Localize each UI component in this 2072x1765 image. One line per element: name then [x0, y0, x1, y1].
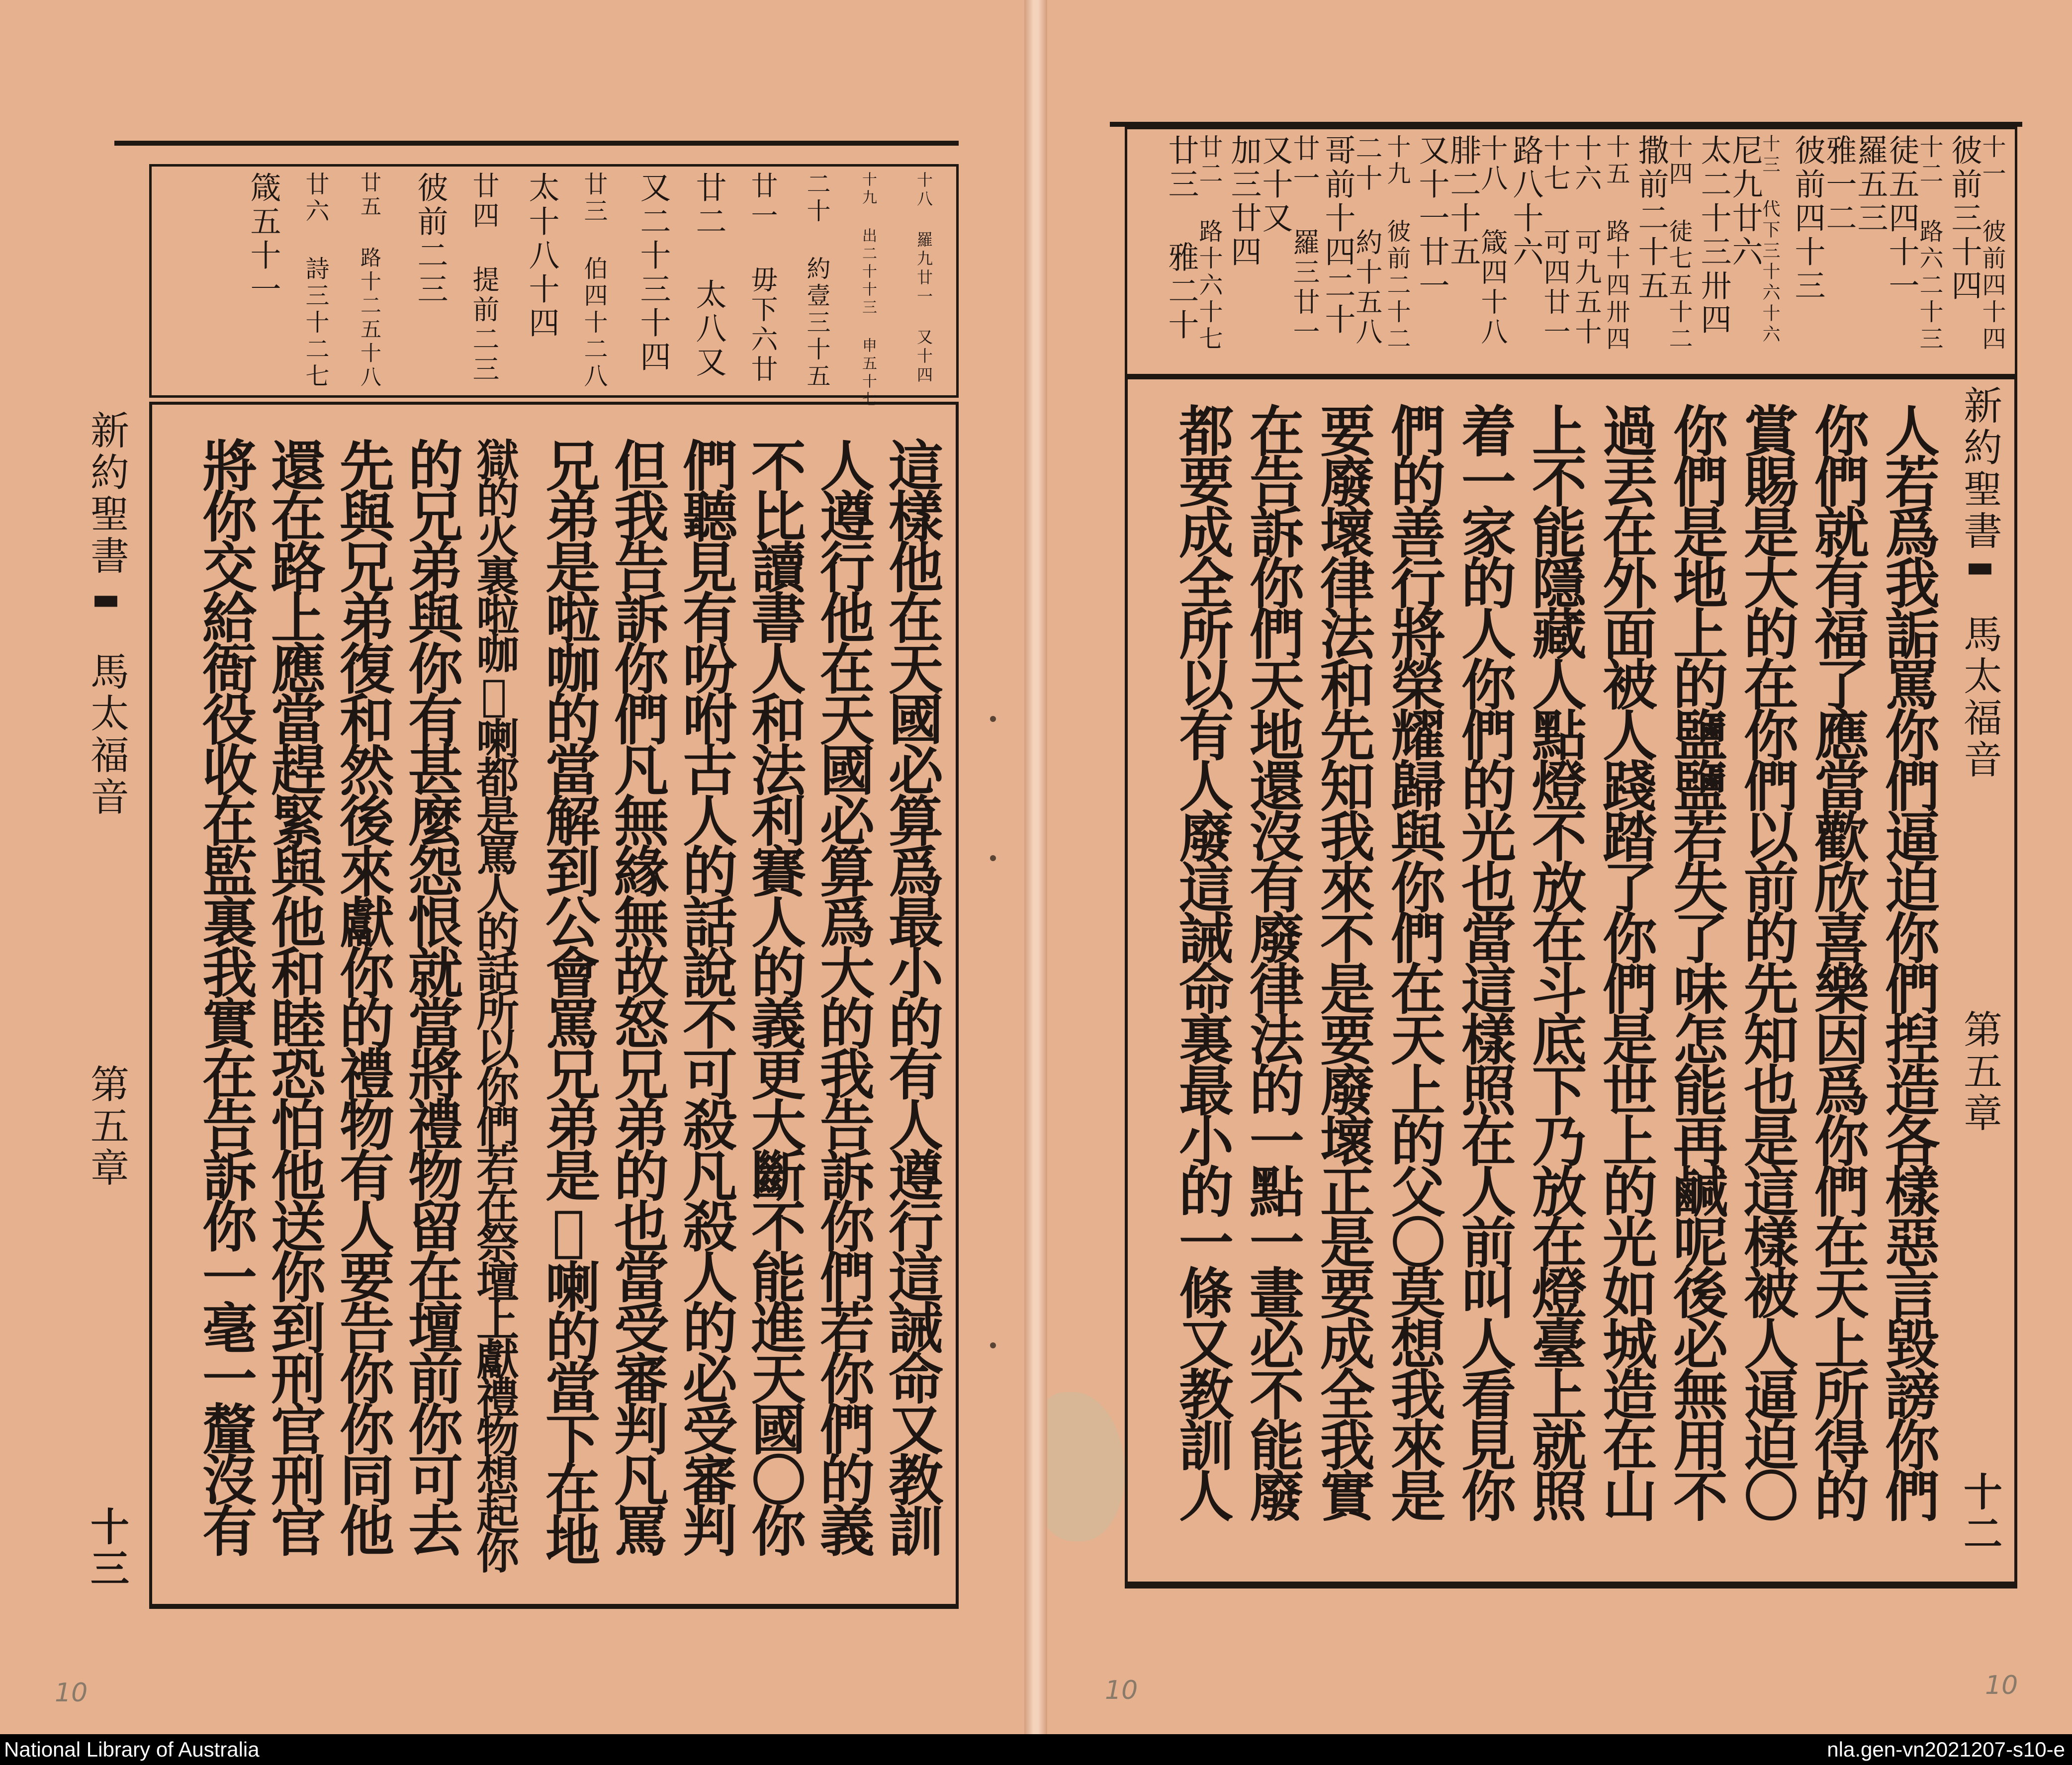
reference-column: 路八十六	[1508, 134, 1544, 269]
reference-column: 廿四 提前二三	[468, 172, 500, 385]
reference-column: 十八 箴四十八	[1477, 134, 1508, 348]
footer-source: National Library of Australia	[4, 1738, 260, 1761]
text-column: 賞賜是大的在你們以前的先知也是這樣被人逼迫〇	[1735, 403, 1799, 1518]
text-column: 着一家的人你們的光也當這樣照在人前叫人看見你	[1452, 403, 1517, 1518]
reference-column: 又十又	[1257, 134, 1293, 236]
reference-column: 彼前三十四	[1946, 134, 1982, 303]
reference-column: 十一 彼前四十四	[1978, 134, 2006, 353]
ornament-icon: ▬	[1963, 549, 1997, 584]
binding-hole	[990, 1342, 996, 1348]
text-column: 但我告訴你們凡無緣無故怒兄弟的也當受審判凡罵	[605, 438, 669, 1553]
bottom-rule	[149, 1604, 959, 1609]
reference-column: 十五 路十四卅四	[1602, 134, 1630, 353]
text-column: 不比讀書人和法利賽人的義更大斷不能進天國〇你	[742, 438, 807, 1553]
top-rule	[1110, 122, 2022, 127]
reference-column: 雅一二	[1821, 134, 1857, 236]
reference-column: 彼前四十三	[1790, 134, 1826, 303]
pencil-mark: 10	[55, 1678, 88, 1708]
right-page	[1040, 0, 2072, 1734]
reference-column: 徒五四十一	[1884, 134, 1920, 303]
text-column: 人若爲我詬罵你們逼迫你們揑造各樣惡言毀謗你們	[1876, 403, 1940, 1518]
top-rule	[114, 141, 959, 146]
text-column: 們聽見有吩咐古人的話說不可殺凡殺人的必受審判	[674, 438, 738, 1553]
reference-column: 廿二 太八又	[691, 172, 727, 380]
gospel-title: 馬太福音	[84, 651, 129, 818]
reference-column: 廿一 羅三廿一	[1289, 134, 1320, 348]
reference-column: 十九 彼前二十二	[1383, 134, 1411, 353]
text-column: 兄弟是啦咖的當解到公會罵兄弟是𠼲喇的當下在地	[537, 438, 601, 1563]
reference-column: 又十一廿一	[1414, 134, 1450, 303]
text-column: 將你交給衙役收在監裏我實在告訴你一毫一釐沒有	[193, 438, 258, 1553]
reference-column: 廿六 詩三十二七	[301, 172, 329, 390]
reference-column: 十八 羅九廿一 又十四	[914, 172, 933, 385]
footer-identifier: nla.gen-vn2021207-s10-e	[1827, 1738, 2065, 1761]
book-gutter	[1024, 0, 1047, 1734]
reference-column: 加三廿四	[1226, 134, 1262, 269]
page-number: 十三	[84, 1506, 129, 1590]
text-column: 都要成全所以有人廢這誡命裏最小的一條又教訓人	[1170, 403, 1234, 1518]
reference-column: 十九 出二十十三 申五十七	[859, 172, 877, 409]
reference-column: 二十 約十五八	[1351, 134, 1383, 348]
reference-column: 太十八十四	[524, 172, 560, 341]
text-column: 先與兄弟復和然後來獻你的禮物有人要告你你同他	[331, 438, 395, 1553]
text-column: 你們是地上的鹽鹽若失了味怎能再鹹呢後必無用不	[1664, 403, 1728, 1518]
reference-column: 尼九廿六	[1727, 134, 1763, 269]
text-column: 們的善行將榮耀歸與你們在天上的父〇莫想我來是	[1382, 403, 1446, 1518]
reference-column: 羅五三	[1852, 134, 1889, 236]
reference-column: 箴五十一	[245, 172, 281, 307]
reference-column: 十三 代下三十六十六	[1760, 134, 1780, 346]
text-column: 人遵行他在天國必算爲大的我告訴你們若你們的義	[811, 438, 875, 1553]
text-column: 的兄弟與你有甚麼怨恨就當將禮物留在壇前你可去	[399, 438, 463, 1553]
footer-bar	[0, 1734, 2072, 1765]
text-column: 在告訴你們天地還沒有廢律法的一點一畫必不能廢	[1241, 403, 1305, 1518]
gospel-title: 馬太福音	[1957, 614, 2002, 781]
text-column: 獄的火裏啦咖𠼲喇都是罵人的話所以你們若在祭壇上獻禮物想起你	[469, 438, 519, 1570]
pencil-mark: 10	[1985, 1671, 2018, 1700]
text-column: 上不能隱藏人點燈不放在斗底下乃放在燈臺上就照	[1523, 403, 1587, 1518]
text-column: 這樣他在天國必算爲最小的有人遵行這誡命又教訓	[880, 438, 944, 1553]
reference-column: 腓二十五	[1445, 134, 1481, 269]
reference-column: 十四 徒七五十二	[1665, 134, 1693, 353]
text-column: 你們就有福了應當歡欣喜樂因爲你們在天上所得的	[1805, 403, 1870, 1518]
reference-column: 十六 可九五十	[1571, 134, 1602, 348]
book-title: 新約聖書	[1957, 385, 2002, 552]
reference-column: 彼前二三	[412, 172, 449, 307]
reference-column: 十七 可四廿一	[1539, 134, 1571, 348]
left-page	[0, 0, 1032, 1734]
reference-column: 又二十三十四	[635, 172, 671, 374]
text-column: 過丟在外面被人踐踏了你們是世上的光如城造在山	[1594, 403, 1658, 1518]
bottom-rule	[1125, 1584, 2017, 1588]
reference-column: 哥前十四二十	[1320, 134, 1356, 337]
reference-column: 二十 約壹三十五	[803, 172, 830, 390]
reference-column: 廿三 雅二十	[1163, 134, 1199, 343]
reference-column: 太二十三卅四	[1696, 134, 1732, 337]
reference-column: 廿五 路十二五十八	[358, 172, 382, 390]
text-column: 要廢壞律法和先知我來不是要廢壞正是要成全我實	[1311, 403, 1375, 1518]
binding-hole	[990, 855, 996, 861]
book-title: 新約聖書	[84, 410, 129, 577]
reference-column: 十二 路六二十三	[1915, 134, 1943, 353]
reference-column: 廿二 路十六十七	[1195, 134, 1223, 353]
binding-hole	[990, 716, 996, 722]
text-column: 還在路上應當趕緊與他和睦恐怕他送你到刑官刑官	[262, 438, 326, 1553]
pencil-mark: 10	[1105, 1676, 1138, 1705]
chapter-label: 第五章	[1957, 1009, 2002, 1135]
ornament-icon: ▬	[89, 582, 123, 617]
reference-column: 撒前二十五	[1633, 134, 1669, 303]
chapter-label: 第五章	[84, 1064, 129, 1189]
reference-column: 廿三 伯四十二八	[580, 172, 608, 390]
reference-column: 廿一 毋下六廿	[747, 172, 778, 385]
page-number: 十二	[1957, 1472, 2002, 1555]
